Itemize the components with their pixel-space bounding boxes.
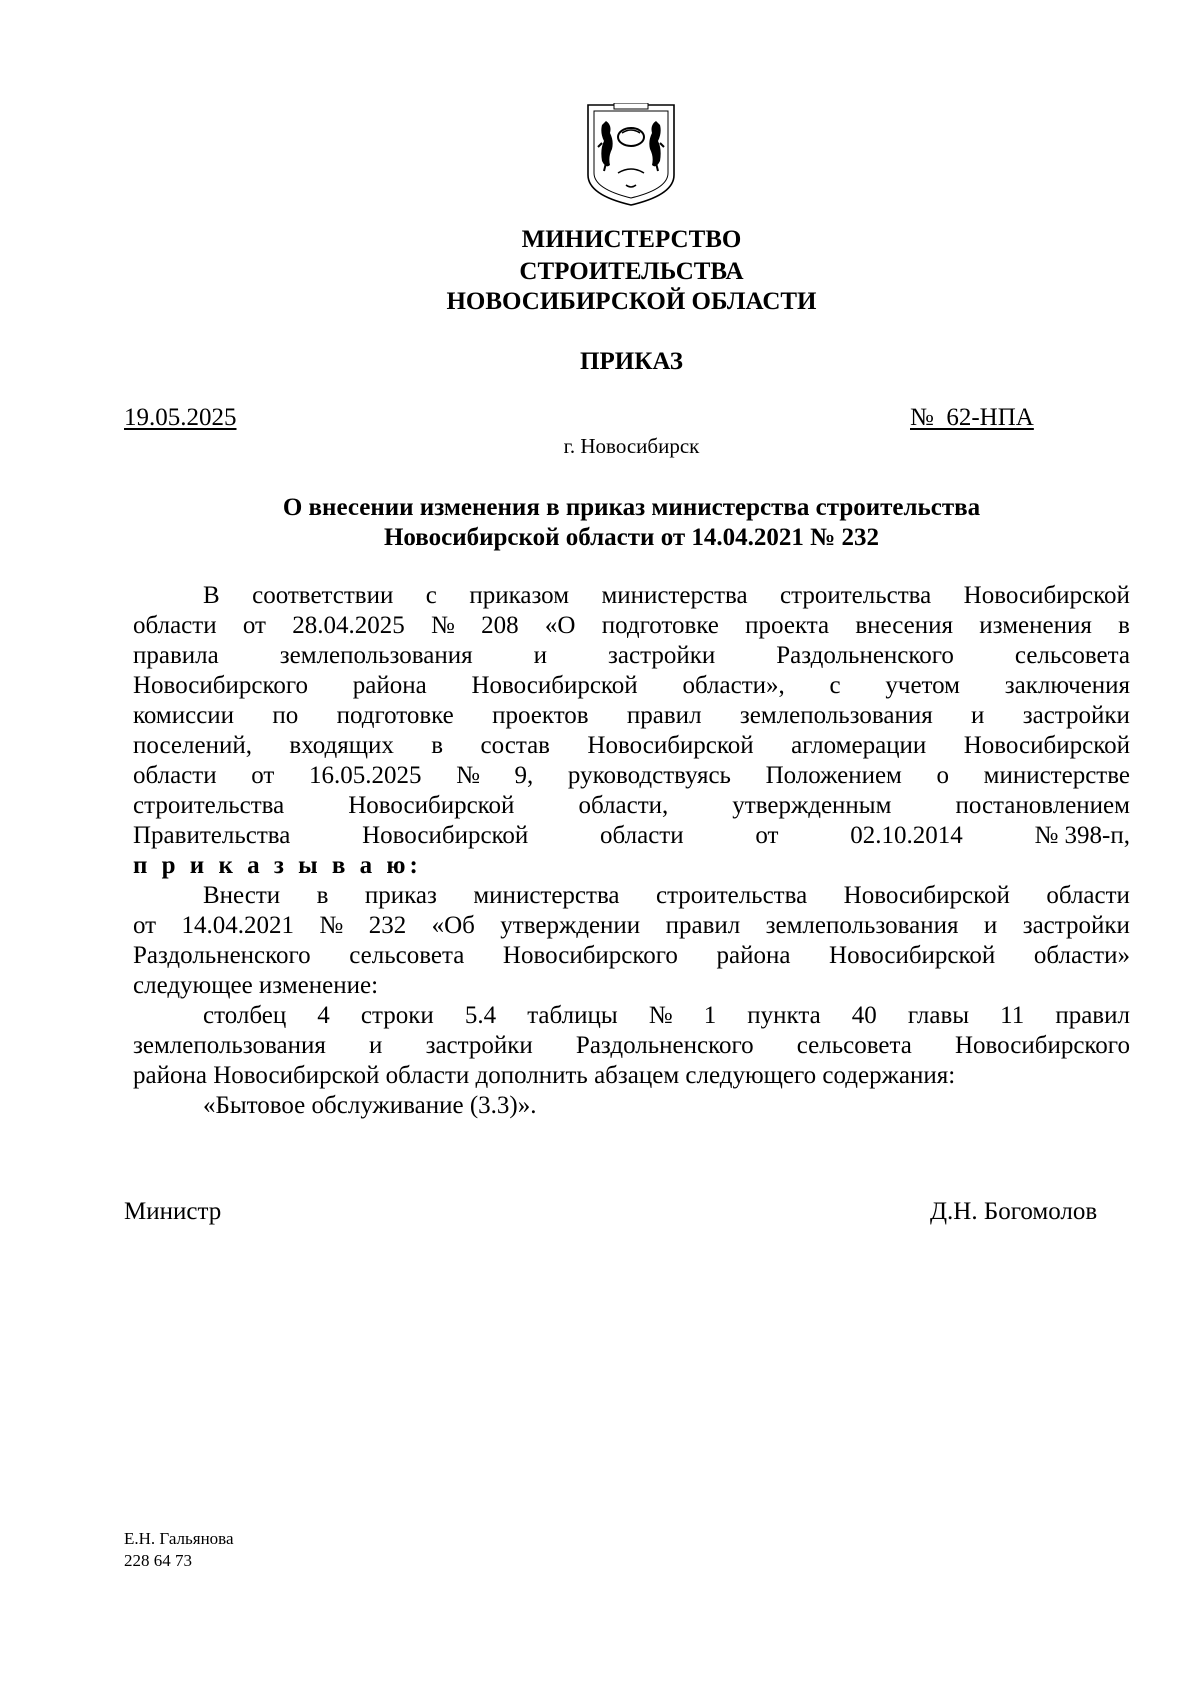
order-word: п р и к а з ы в а ю: — [133, 852, 422, 879]
ministry-name-line-1: МИНИСТЕРСТВО — [521, 226, 742, 253]
body-paragraph-1-line-9: Правительства Новосибирской области от 02.10.2014 № 398-п, — [133, 822, 1130, 849]
body-paragraph-2-line-3: Раздольненского сельсовета Новосибирского района Новосибирской области» — [133, 942, 1130, 969]
body-paragraph-1-line-5: комиссии по подготовке проектов правил землепользования и застройки — [133, 702, 1130, 729]
body-paragraph-3-line-1: столбец 4 строки 5.4 таблицы № 1 пункта 40 главы 11 правил — [203, 1002, 1130, 1029]
signature-name: Д.Н. Богомолов — [930, 1198, 1098, 1225]
ministry-name-line-3: НОВОСИБИРСКОЙ ОБЛАСТИ — [446, 288, 817, 315]
body-paragraph-1-line-7: области от 16.05.2025 № 9, руководствуясь Положением о министерстве — [133, 762, 1130, 789]
body-paragraph-1-line-3: правила землепользования и застройки Раздольненского сельсовета — [133, 642, 1130, 669]
body-paragraph-1-line-8: строительства Новосибирской области, утвержденным постановлением — [133, 792, 1130, 819]
document-city: г. Новосибирск — [563, 434, 700, 458]
body-paragraph-1-line-2: области от 28.04.2025 № 208 «О подготовке проекта внесения изменения в — [133, 612, 1130, 639]
ministry-name-line-2: СТРОИТЕЛЬСТВА — [519, 258, 744, 285]
coat-of-arms-emblem — [586, 103, 676, 207]
executor-name: Е.Н. Гальянова — [124, 1529, 234, 1548]
body-paragraph-3-line-3: района Новосибирской области дополнить абзацем следующего содержания: — [133, 1062, 956, 1089]
body-paragraph-4-line-1: «Бытовое обслуживание (3.3)». — [203, 1092, 537, 1119]
document-number: № 62-НПА — [910, 404, 1034, 431]
document-date: 19.05.2025 — [124, 404, 237, 431]
subject-line-2: Новосибирской области от 14.04.2021 № 232 — [383, 524, 880, 551]
document-type: ПРИКАЗ — [580, 348, 683, 375]
body-paragraph-1-line-6: поселений, входящих в состав Новосибирской агломерации Новосибирской — [133, 732, 1130, 759]
body-paragraph-3-line-2: землепользования и застройки Раздольненского сельсовета Новосибирского — [133, 1032, 1130, 1059]
body-paragraph-2-line-2: от 14.04.2021 № 232 «Об утверждении правил землепользования и застройки — [133, 912, 1130, 939]
body-paragraph-2-line-1: Внести в приказ министерства строительства Новосибирской области — [203, 882, 1130, 909]
body-paragraph-1-line-4: Новосибирского района Новосибирской области», с учетом заключения — [133, 672, 1130, 699]
body-paragraph-2-line-4: следующее изменение: — [133, 972, 379, 999]
body-paragraph-1-line-1: В соответствии с приказом министерства строительства Новосибирской — [203, 582, 1130, 609]
signature-position: Министр — [124, 1198, 222, 1225]
executor-phone: 228 64 73 — [124, 1551, 192, 1570]
subject-line-1: О внесении изменения в приказ министерства строительства — [282, 494, 981, 521]
